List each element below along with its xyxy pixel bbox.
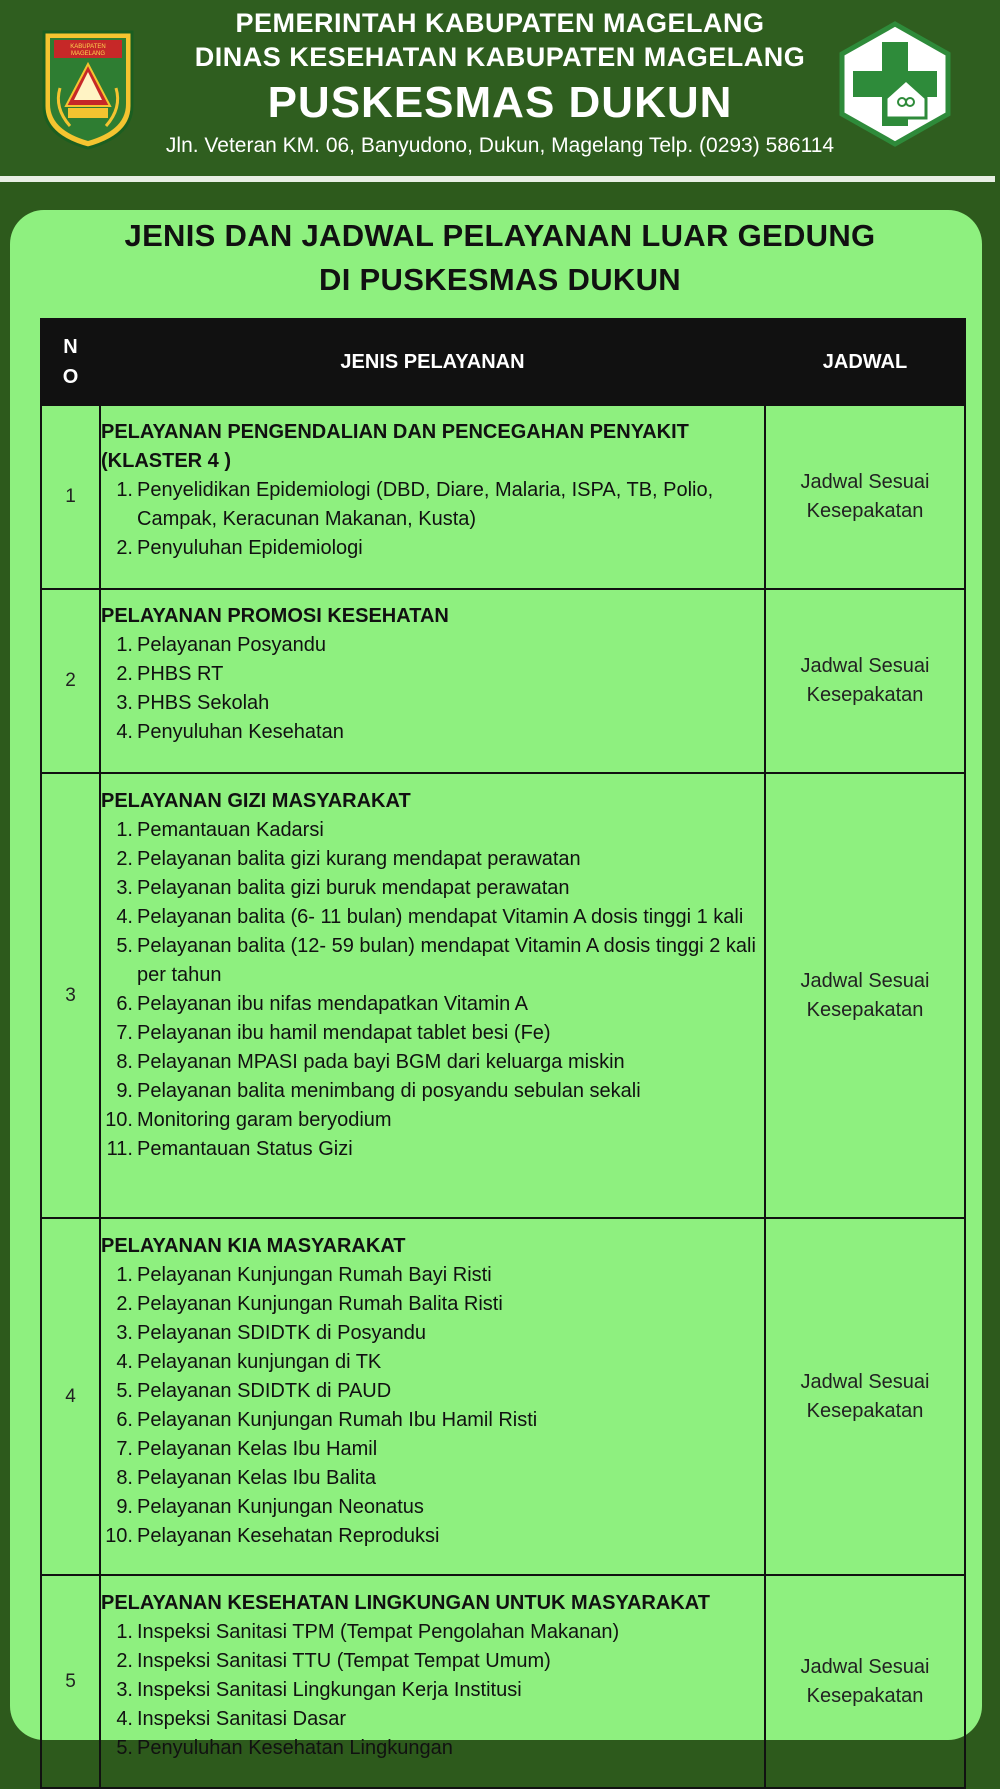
header-puskesmas-name: PUSKESMAS DUKUN: [267, 78, 733, 127]
schedule-cell: Jadwal Sesuai Kesepakatan: [765, 589, 965, 773]
row-number: 2: [41, 589, 100, 773]
column-header-jadwal: JADWAL: [765, 319, 965, 405]
service-cell: [100, 589, 765, 773]
list-item: 8. Pelayanan Kelas Ibu Balita: [116, 1467, 377, 1489]
list-item: 6. Pelayanan ibu nifas mendapatkan Vitamin A: [116, 993, 529, 1015]
list-item: 1. Pelayanan Kunjungan Rumah Bayi Risti: [116, 1264, 492, 1286]
service-list: [101, 1261, 764, 1551]
service-cell: [100, 405, 765, 589]
table-header-row: [41, 319, 965, 405]
list-item: 2. Pelayanan Kunjungan Rumah Balita Risti: [116, 1293, 503, 1315]
service-list: [101, 476, 764, 563]
header: [0, 0, 1000, 180]
list-item: 10. Pelayanan Kesehatan Reproduksi: [105, 1525, 440, 1547]
service-cell: [100, 773, 765, 1218]
list-item: 1. Inspeksi Sanitasi TPM (Tempat Pengolahan Makanan): [116, 1621, 620, 1643]
service-cell: [100, 1218, 765, 1575]
table-row: [41, 1575, 965, 1788]
service-list: [101, 1618, 764, 1763]
schedule-cell: Jadwal Sesuai Kesepakatan: [765, 773, 965, 1218]
page-title-line1: JENIS DAN JADWAL PELAYANAN LUAR GEDUNG: [124, 218, 876, 253]
list-item: 11. Pemantauan Status Gizi: [106, 1138, 353, 1160]
list-item: 2. Inspeksi Sanitasi TTU (Tempat Tempat Umum): [116, 1650, 551, 1672]
list-item: 7. Pelayanan ibu hamil mendapat tablet besi (Fe): [116, 1022, 551, 1044]
service-title: PELAYANAN PENGENDALIAN DAN PENCEGAHAN PENYAKIT (KLASTER 4 ): [101, 421, 689, 472]
list-item: 3. Inspeksi Sanitasi Lingkungan Kerja Institusi: [116, 1679, 522, 1701]
row-number: 4: [41, 1218, 100, 1575]
service-list: [101, 816, 764, 1164]
schedule-cell: Jadwal Sesuai Kesepakatan: [765, 405, 965, 589]
table-row: [41, 1218, 965, 1575]
list-item: 5. Pelayanan balita (12- 59 bulan) mendapat Vitamin A dosis tinggi 2 kali per tahun: [116, 935, 756, 986]
header-address: Jln. Veteran KM. 06, Banyudono, Dukun, Magelang Telp. (0293) 586114: [165, 134, 835, 157]
schedule-cell: Jadwal Sesuai Kesepakatan: [765, 1218, 965, 1575]
puskesmas-logo-icon: [836, 20, 954, 148]
list-item: 8. Pelayanan MPASI pada bayi BGM dari keluarga miskin: [116, 1051, 625, 1073]
list-item: 4. Inspeksi Sanitasi Dasar: [116, 1708, 346, 1730]
list-item: 2. Penyuluhan Epidemiologi: [116, 537, 363, 559]
list-item: 9. Pelayanan balita menimbang di posyandu sebulan sekali: [116, 1080, 641, 1102]
service-list: [101, 631, 764, 747]
list-item: 1. Pelayanan Posyandu: [116, 634, 327, 656]
column-header-jenis: JENIS PELAYANAN: [100, 319, 765, 405]
list-item: 5. Pelayanan SDIDTK di PAUD: [116, 1380, 392, 1402]
header-government-line: PEMERINTAH KABUPATEN MAGELANG: [235, 8, 765, 38]
row-number: 5: [41, 1575, 100, 1788]
list-item: 1. Pemantauan Kadarsi: [116, 819, 324, 841]
list-item: 3. Pelayanan SDIDTK di Posyandu: [116, 1322, 427, 1344]
list-item: 5. Penyuluhan Kesehatan Lingkungan: [116, 1737, 453, 1759]
header-divider: [0, 176, 995, 182]
table-row: [41, 773, 965, 1218]
service-title: PELAYANAN GIZI MASYARAKAT: [101, 790, 411, 812]
service-title: PELAYANAN PROMOSI KESEHATAN: [101, 605, 449, 627]
list-item: 3. PHBS Sekolah: [116, 692, 270, 714]
service-title: PELAYANAN KIA MASYARAKAT: [101, 1235, 406, 1257]
svg-text:MAGELANG: MAGELANG: [70, 51, 106, 57]
row-number: 3: [41, 773, 100, 1218]
list-item: 7. Pelayanan Kelas Ibu Hamil: [116, 1438, 378, 1460]
table-row: [41, 405, 965, 589]
services-table: [40, 318, 966, 1789]
list-item: 2. PHBS RT: [116, 663, 224, 685]
list-item: 4. Pelayanan balita (6- 11 bulan) mendapat Vitamin A dosis tinggi 1 kali: [116, 906, 744, 928]
service-title: PELAYANAN KESEHATAN LINGKUNGAN UNTUK MASYARAKAT: [101, 1592, 710, 1614]
column-header-no: N O: [41, 319, 100, 405]
list-item: 9. Pelayanan Kunjungan Neonatus: [116, 1496, 424, 1518]
list-item: 2. Pelayanan balita gizi kurang mendapat perawatan: [116, 848, 581, 870]
list-item: 10. Monitoring garam beryodium: [105, 1109, 392, 1131]
page-title-line2: DI PUSKESMAS DUKUN: [319, 262, 681, 297]
list-item: 6. Pelayanan Kunjungan Rumah Ibu Hamil Risti: [116, 1409, 538, 1431]
list-item: 4. Penyuluhan Kesehatan: [116, 721, 344, 743]
svg-text:KABUPATEN: KABUPATEN: [70, 44, 106, 50]
table-row: [41, 589, 965, 773]
header-department-line: DINAS KESEHATAN KABUPATEN MAGELANG: [194, 42, 806, 72]
row-number: 1: [41, 405, 100, 589]
schedule-cell: Jadwal Sesuai Kesepakatan: [765, 1575, 965, 1788]
list-item: 1. Penyelidikan Epidemiologi (DBD, Diare, Malaria, ISPA, TB, Polio, Campak, Keracunan Makanan, Kusta): [116, 479, 714, 530]
service-cell: [100, 1575, 765, 1788]
list-item: 3. Pelayanan balita gizi buruk mendapat perawatan: [116, 877, 570, 899]
list-item: 4. Pelayanan kunjungan di TK: [116, 1351, 382, 1373]
